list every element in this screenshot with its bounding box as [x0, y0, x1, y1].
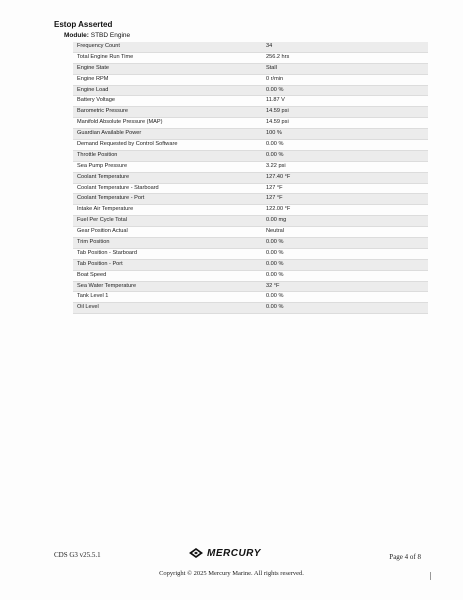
table-row: [73, 140, 428, 151]
table-row: [73, 260, 428, 271]
parameter-value: Neutral: [266, 228, 285, 235]
parameter-label: Intake Air Temperature: [77, 206, 134, 213]
parameter-label: Coolant Temperature - Starboard: [77, 184, 159, 191]
parameter-value: 256.2 hrs: [266, 53, 290, 60]
parameter-value: 100 %: [266, 130, 282, 137]
table-row: [73, 184, 428, 195]
parameter-value: 0.00 %: [266, 293, 284, 300]
parameter-label: Engine RPM: [77, 75, 109, 82]
software-version: CDS G3 v25.5.1: [54, 551, 101, 559]
parameter-label: Oil Level: [77, 304, 99, 311]
parameter-value: 14.59 psi: [266, 108, 289, 115]
parameter-value: 11.87 V: [266, 97, 285, 104]
table-row: [73, 227, 428, 238]
mercury-logo: [188, 547, 261, 559]
table-row: [73, 249, 428, 260]
parameter-table: [73, 42, 428, 314]
parameter-label: Boat Speed: [77, 271, 107, 278]
parameter-value: 0.00 %: [266, 249, 284, 256]
parameter-label: Coolant Temperature: [77, 173, 130, 180]
table-row: [73, 282, 428, 293]
copyright-notice: Copyright © 2025 Mercury Marine. All rights reserved.: [159, 570, 304, 577]
table-row: [73, 75, 428, 86]
table-row: [73, 64, 428, 75]
parameter-value: 32 °F: [266, 282, 280, 289]
parameter-label: Tab Position - Starboard: [77, 249, 138, 256]
module-label: Module:: [64, 32, 89, 39]
table-row: [73, 292, 428, 303]
parameter-label: Gear Position Actual: [77, 228, 128, 235]
parameter-label: Sea Pump Pressure: [77, 162, 128, 169]
table-row: [73, 42, 428, 53]
table-row: [73, 271, 428, 282]
parameter-label: Barometric Pressure: [77, 108, 128, 115]
parameter-label: Throttle Position: [77, 151, 118, 158]
parameter-value: 127.40 °F: [266, 173, 291, 180]
scan-artifact: [430, 572, 431, 580]
parameter-value: 14.59 psi: [266, 119, 289, 126]
table-row: [73, 129, 428, 140]
parameter-label: Coolant Temperature - Port: [77, 195, 145, 202]
parameter-value: 34: [266, 43, 273, 49]
parameter-label: Engine Load: [77, 86, 109, 93]
parameter-value: 122.00 °F: [266, 206, 291, 213]
table-row: [73, 96, 428, 107]
table-row: [73, 151, 428, 162]
parameter-value: 0.00 %: [266, 86, 284, 93]
parameter-label: Tank Level 1: [77, 293, 109, 300]
parameter-value: 0.00 %: [266, 260, 284, 267]
table-row: [73, 53, 428, 64]
page-indicator: Page 4 of 8: [389, 553, 421, 561]
table-row: [73, 162, 428, 173]
table-row: [73, 173, 428, 184]
parameter-label: Guardian Available Power: [77, 130, 142, 137]
parameter-label: Trim Position: [77, 239, 110, 246]
parameter-label: Engine State: [77, 64, 110, 71]
parameter-value: Stall: [266, 64, 277, 71]
parameter-label: Sea Water Temperature: [77, 282, 137, 289]
table-row: [73, 216, 428, 227]
parameter-value: 0.00 mg: [266, 217, 287, 224]
section-title: Estop Asserted: [54, 20, 113, 29]
parameter-label: Demand Requested by Control Software: [77, 141, 178, 148]
parameter-value: 0.00 %: [266, 304, 284, 311]
module-value: STBD Engine: [90, 32, 131, 39]
parameter-value: 127 °F: [266, 195, 283, 202]
parameter-label: Frequency Count: [77, 43, 120, 49]
parameter-label: Total Engine Run Time: [77, 53, 134, 60]
parameter-label: Tab Position - Port: [77, 260, 123, 267]
parameter-label: Manifold Absolute Pressure (MAP): [77, 119, 163, 126]
module-line: [64, 32, 130, 39]
parameter-value: 0.00 %: [266, 141, 284, 148]
parameter-value: 0.00 %: [266, 271, 284, 278]
table-row: [73, 303, 428, 314]
table-row: [73, 238, 428, 249]
table-row: [73, 86, 428, 97]
parameter-label: Fuel Per Cycle Total: [77, 217, 127, 224]
parameter-value: 127 °F: [266, 184, 283, 191]
parameter-value: 0 r/min: [266, 75, 284, 82]
brand-wordmark: MERCURY: [207, 547, 261, 559]
parameter-value: 0.00 %: [266, 239, 284, 246]
table-row: [73, 118, 428, 129]
table-row: [73, 194, 428, 205]
parameter-value: 3.22 psi: [266, 162, 286, 169]
mercury-logo-icon: [188, 547, 204, 559]
table-row: [73, 205, 428, 216]
table-row: [73, 107, 428, 118]
parameter-label: Battery Voltage: [77, 97, 115, 104]
parameter-value: 0.00 %: [266, 151, 284, 158]
